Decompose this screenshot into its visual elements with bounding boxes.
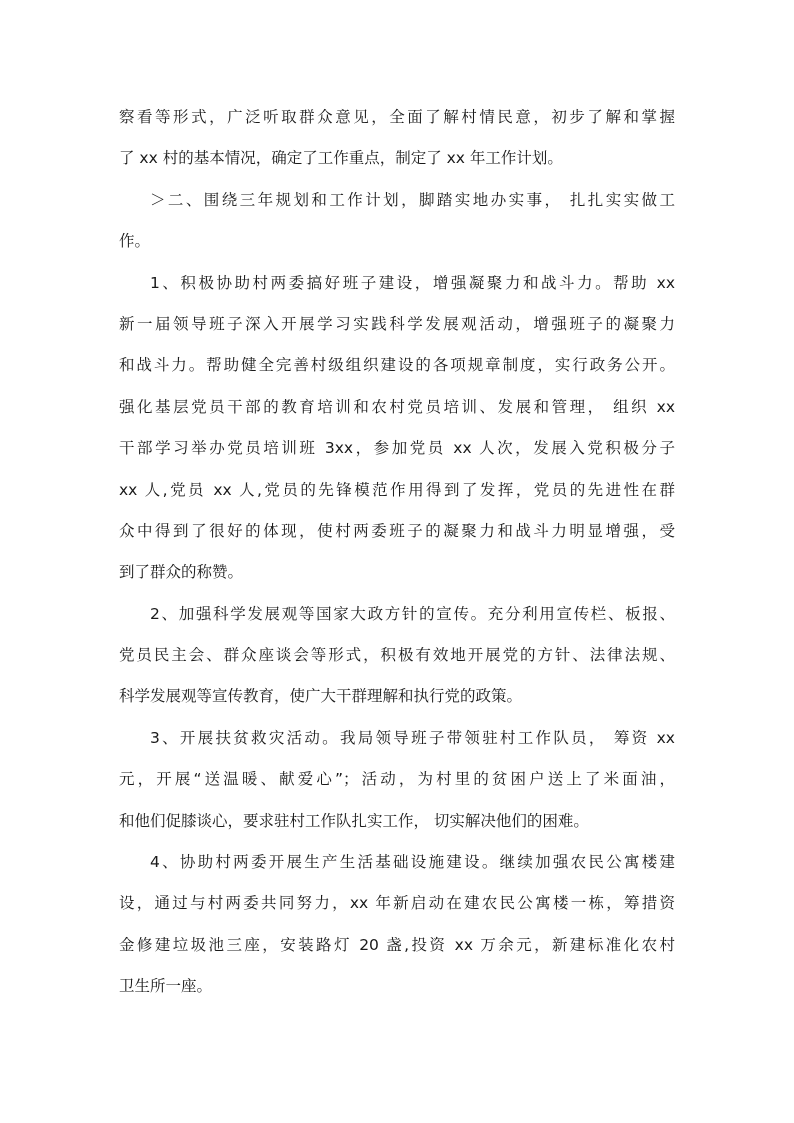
text-line (119, 883, 675, 924)
paragraph-first-line (119, 718, 675, 759)
text-line-content: 2、加强科学发展观等国家大政方针的宣传。充分利用宣传栏、板报、 (150, 604, 675, 623)
text-line (119, 470, 675, 511)
text-line-content: 元，开展“送温暖、献爱心”；活动，为村里的贫困户送上了米面油， (119, 770, 675, 789)
text-line-content: 科学发展观等宣传教育，使广大干群理解和执行党的政策。 (119, 687, 523, 706)
text-line (119, 511, 675, 552)
text-line-content: 干部学习举办党员培训班 3xx，参加党员 xx 人次，发展入党积极分子 (119, 439, 675, 458)
document-body (119, 97, 675, 1008)
text-line (119, 552, 675, 593)
text-line (119, 759, 675, 800)
text-line-content: 金修建垃圾池三座，安装路灯 20 盏,投资 xx 万余元，新建标准化农村 (119, 935, 675, 954)
text-line-content: 设，通过与村两委共同努力，xx 年新启动在建农民公寓楼一栋，筹措资 (119, 894, 675, 913)
text-line-content: 作。 (119, 232, 151, 251)
text-line-content: 和战斗力。帮助健全完善村级组织建设的各项规章制度，实行政务公开。 (119, 356, 675, 375)
text-line-content: 1、积极协助村两委搞好班子建设，增强凝聚力和战斗力。帮助 xx (150, 273, 675, 292)
text-line-content: 4、协助村两委开展生产生活基础设施建设。继续加强农民公寓楼建 (150, 853, 675, 872)
text-line (119, 387, 675, 428)
text-line-content: xx 人,党员 xx 人,党员的先锋模范作用得到了发挥，党员的先进性在群 (119, 480, 675, 499)
text-line (119, 635, 675, 676)
text-line-content: 卫生所一座。 (119, 977, 213, 996)
text-line-content: 强化基层党员干部的教育培训和农村党员培训、发展和管理， 组织 xx (119, 397, 675, 416)
text-line (119, 304, 675, 345)
text-line (119, 676, 675, 717)
paragraph-first-line (119, 263, 675, 304)
text-line-content: 3、开展扶贫救灾活动。我局领导班子带领驻村工作队员， 筹资 xx (150, 728, 675, 747)
text-line-content: 众中得到了很好的体现，使村两委班子的凝聚力和战斗力明显增强，受 (119, 521, 675, 540)
paragraph-first-line (119, 594, 675, 635)
text-line (119, 138, 675, 179)
text-line (119, 345, 675, 386)
text-line (119, 221, 675, 262)
text-line (119, 966, 675, 1007)
text-line (119, 97, 675, 138)
text-line (119, 801, 675, 842)
text-line-content: 党员民主会、群众座谈会等形式，积极有效地开展党的方针、法律法规、 (119, 646, 675, 665)
text-line (119, 925, 675, 966)
text-line-content: 和他们促膝谈心，要求驻村工作队扎实工作， 切实解决他们的困难。 (119, 811, 589, 830)
text-line (119, 428, 675, 469)
section-heading-line (119, 180, 675, 221)
text-line-content: 新一届领导班子深入开展学习实践科学发展观活动，增强班子的凝聚力 (119, 314, 675, 333)
text-line-content: 察看等形式，广泛听取群众意见，全面了解村情民意，初步了解和掌握 (119, 108, 675, 126)
paragraph-first-line (119, 842, 675, 883)
section-heading: ＞二、围绕三年规划和工作计划，脚踏实地办实事， 扎扎实实做工 (150, 190, 675, 209)
text-line-content: 了 xx 村的基本情况，确定了工作重点，制定了 xx 年工作计划。 (119, 149, 563, 168)
text-line-content: 到了群众的称赞。 (119, 563, 244, 582)
